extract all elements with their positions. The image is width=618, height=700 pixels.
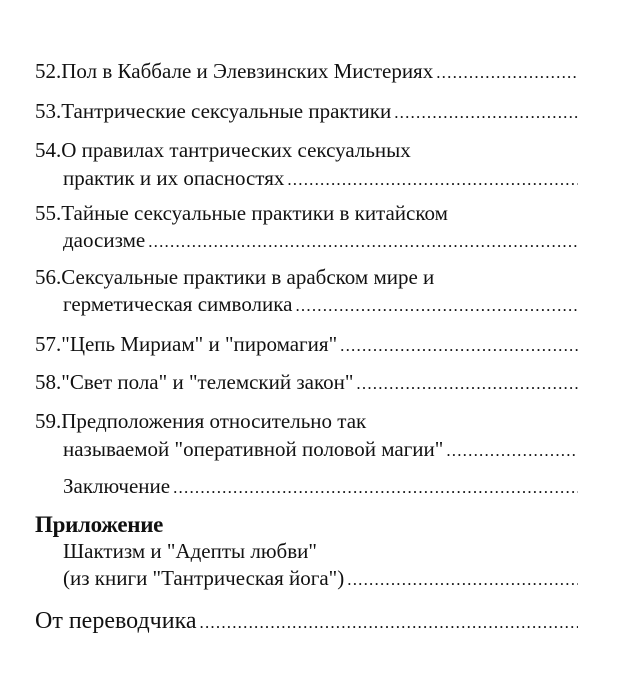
dot-leader	[295, 293, 578, 319]
toc-entry-title: Заключение	[63, 474, 171, 498]
toc-entry-title: 52.Пол в Каббале и Элевзинских Мистериях	[35, 59, 434, 83]
toc-entry-title: 53.Тантрические сексуальные практики	[35, 99, 392, 123]
appendix-heading	[35, 511, 578, 539]
toc-entry-54-line1[interactable]	[35, 137, 578, 163]
toc-entry-title: 56.Сексуальные практики в арабском мире и	[35, 265, 435, 289]
dot-leader	[394, 100, 578, 126]
toc-entry-title-cont: практик и их опасностях	[63, 166, 285, 190]
toc-entry-title: 54.О правилах тантрических сексуальных	[35, 138, 411, 162]
toc-entry-title-cont: (из книги "Тантрическая йога")	[63, 566, 345, 590]
toc-entry-58[interactable]	[35, 369, 578, 397]
toc-entry-title: 58."Свет пола" и "телемский закон"	[35, 370, 354, 394]
dot-leader	[148, 229, 578, 255]
dot-leader	[347, 567, 578, 593]
toc-entry-56-line2[interactable]	[63, 291, 578, 319]
dot-leader	[200, 608, 578, 638]
dot-leader	[356, 371, 578, 397]
toc-entry-59-line1[interactable]	[35, 408, 578, 434]
toc-entry-57[interactable]	[35, 331, 578, 359]
toc-entry-translator[interactable]	[35, 606, 578, 638]
toc-entry-title: Шактизм и "Адепты любви"	[63, 539, 317, 563]
toc-entry-title: 57."Цепь Мириам" и "пиромагия"	[35, 332, 338, 356]
toc-entry-title-cont: называемой "оперативной половой магии"	[63, 437, 444, 461]
toc-entry-55-line1[interactable]	[35, 200, 578, 226]
dot-leader	[446, 438, 578, 464]
toc-entry-title: 59.Предположения относительно так	[35, 409, 367, 433]
toc-entry-52[interactable]	[35, 58, 578, 86]
toc-entry-53[interactable]	[35, 98, 578, 126]
dot-leader	[287, 167, 578, 193]
dot-leader	[340, 333, 578, 359]
dot-leader	[173, 475, 578, 501]
toc-entry-appendix-line2[interactable]	[63, 565, 578, 593]
toc-entry-title: 55.Тайные сексуальные практики в китайском	[35, 201, 448, 225]
toc-entry-conclusion[interactable]	[63, 473, 578, 501]
toc-entry-55-line2[interactable]	[63, 227, 578, 255]
toc-entry-54-line2[interactable]	[63, 165, 578, 193]
toc-entry-title-cont: герметическая символика	[63, 292, 293, 316]
toc-entry-56-line1[interactable]	[35, 264, 578, 290]
toc-entry-title-cont: даосизме	[63, 228, 146, 252]
appendix-heading-text: Приложение	[35, 512, 164, 537]
toc-entry-title: От переводчика	[35, 608, 197, 634]
toc-entry-59-line2[interactable]	[63, 436, 578, 464]
dot-leader	[436, 60, 578, 86]
toc-entry-appendix-line1[interactable]	[63, 538, 578, 564]
